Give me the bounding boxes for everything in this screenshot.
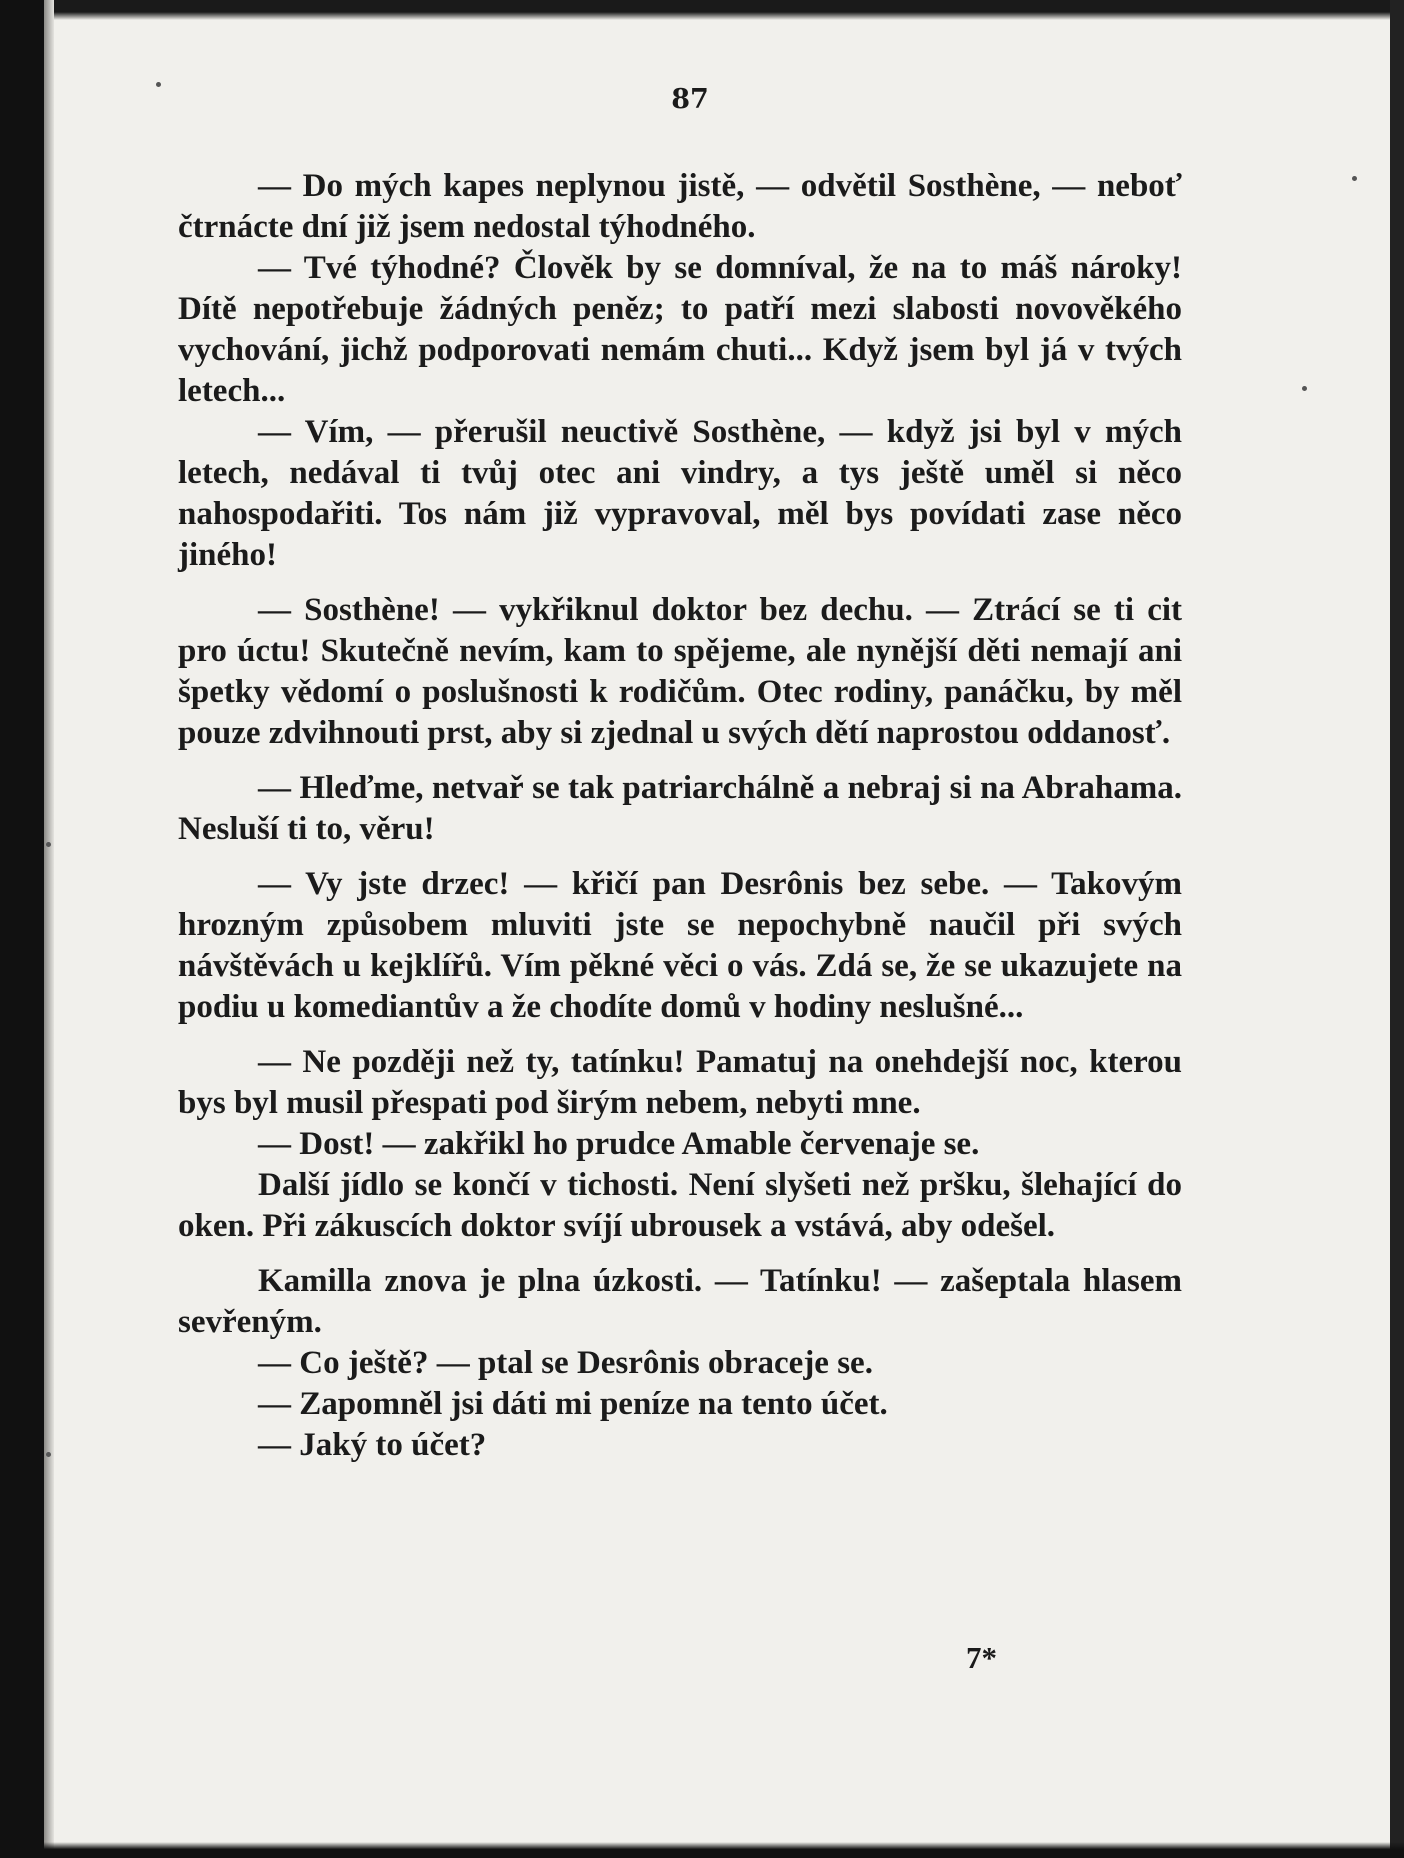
page-gutter-shadow [44, 0, 54, 1858]
paragraph: — Jaký to účet? [258, 1427, 487, 1463]
paragraph: — Vy jste drzec! — křičí pan Desrônis bez sebe. — Takovým hrozným způsobem mluviti jste se nepochybně naučil při svých návštěvách u kejklířů. Vím pěkné věci o vás. Zdá se, že se ukazujete na podiu u komediantův a že chodíte domů v hodiny neslušné... [178, 866, 1182, 1025]
scan-border-left [0, 0, 44, 1858]
paragraph: — Do mých kapes neplynou jistě, — odvětil Sosthène, — neboť čtrnácte dní již jsem nedostal týhodného. [178, 168, 1182, 245]
scan-border-bottom [0, 1842, 1404, 1858]
scan-border-top [0, 0, 1404, 20]
paragraph: — Ne později než ty, tatínku! Pamatuj na onehdejší noc, kterou bys byl musil přespati pod širým nebem, nebyti mne. [178, 1044, 1182, 1121]
paragraph: — Dost! — zakřikl ho prudce Amable červenaje se. [258, 1126, 980, 1162]
paragraph: Další jídlo se končí v tichosti. Není slyšeti než pršku, šlehající do oken. Při zákuscích doktor svíjí ubrousek a vstává, aby odešel. [178, 1167, 1182, 1244]
dust-speck [1302, 386, 1307, 391]
paragraph: — Zapomněl jsi dáti mi peníze na tento účet. [258, 1386, 888, 1422]
scan-border-right [1390, 0, 1404, 1858]
paragraph: — Tvé týhodné? Člověk by se domníval, že na to máš nároky! Dítě nepotřebuje žádných peněz; to patří mezi slabosti novověkého vychování, jichž podporovati nemám chuti... Když jsem byl já v tvých letech... [178, 250, 1182, 409]
dust-speck [1352, 176, 1357, 181]
paragraph: — Hleďme, netvař se tak patriarchálně a nebraj si na Abrahama. Nesluší ti to, věru! [178, 770, 1182, 847]
dust-speck [46, 842, 51, 847]
paragraph: — Sosthène! — vykřiknul doktor bez dechu. — Ztrácí se ti cit pro úctu! Skutečně nevím, kam to spějeme, ale nynější děti nemají ani špetky vědomí o poslušnosti k rodičům. Otec rodiny, panáčku, by měl pouze zdvihnouti prst, aby si zjednal u svých dětí naprostou oddanosť. [178, 592, 1182, 751]
paragraph: Kamilla znova je plna úzkosti. — Tatínku! — zašeptala hlasem sevřeným. [178, 1263, 1182, 1340]
body-text [178, 166, 1182, 1466]
dust-speck [46, 1452, 51, 1457]
page-number: 87 [671, 84, 709, 115]
paragraph: — Vím, — přerušil neuctivě Sosthène, — když jsi byl v mých letech, nedával ti tvůj otec ani vindry, a tys ještě uměl si něco nahospodařiti. Tos nám již vypravoval, měl bys povídati zase něco jiného! [178, 414, 1182, 573]
paragraph: — Co ještě? — ptal se Desrônis obraceje se. [258, 1345, 873, 1381]
printer-signature-mark: 7* [966, 1640, 997, 1675]
